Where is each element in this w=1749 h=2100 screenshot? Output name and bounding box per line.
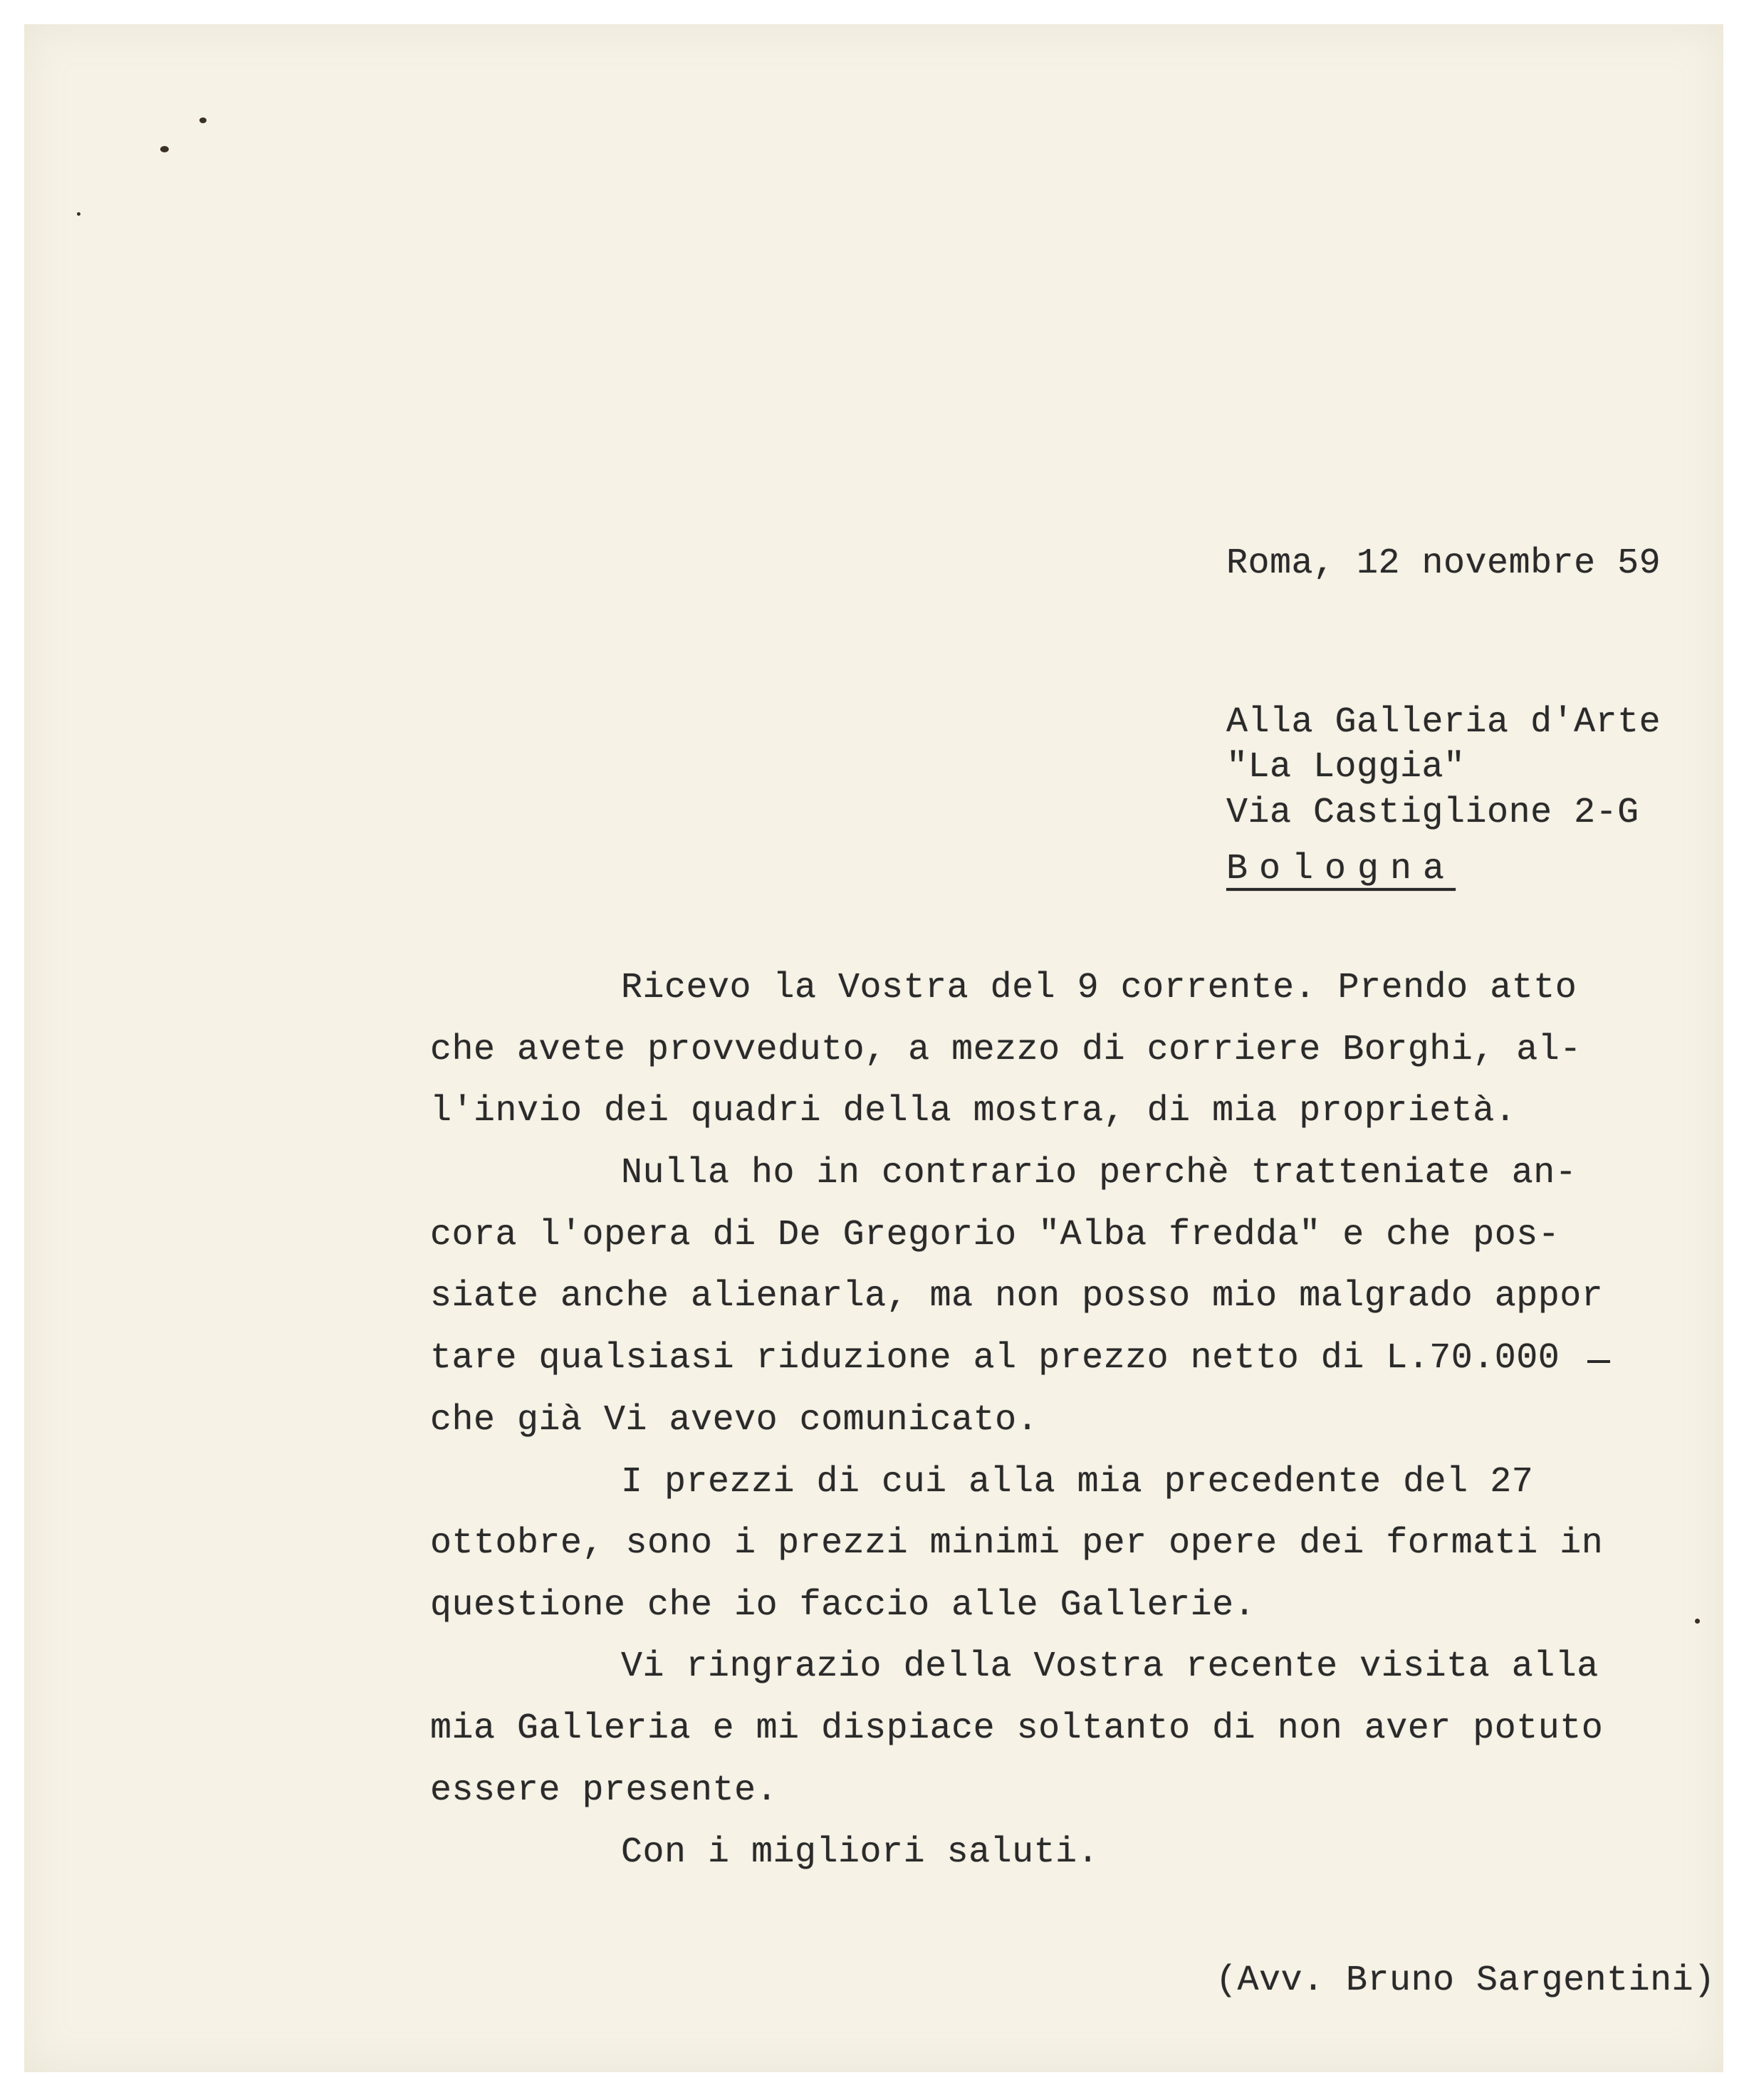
body-line: siate anche alienarla, ma non posso mio malgrado appor (430, 1276, 1604, 1317)
typed-underline-mark (1587, 1360, 1610, 1363)
body-line: I prezzi di cui alla mia precedente del 27 (621, 1462, 1534, 1503)
body-line: che già Vi avevo comunicato. (430, 1400, 1039, 1441)
recipient-city: Bologna (1226, 849, 1456, 889)
body-line: che avete provveduto, a mezzo di corriere Borghi, al- (430, 1030, 1582, 1070)
recipient-line-2: "La Loggia" (1226, 747, 1466, 788)
paper-speck (199, 117, 207, 123)
body-line: essere presente. (430, 1770, 778, 1811)
body-line: ottobre, sono i prezzi minimi per opere dei formati in (430, 1523, 1604, 1564)
paper-speck (77, 212, 80, 216)
recipient-line-3: Via Castiglione 2-G (1226, 793, 1639, 833)
body-line: cora l'opera di De Gregorio "Alba fredda" e che pos- (430, 1215, 1560, 1255)
body-line: Nulla ho in contrario perchè tratteniate an- (621, 1153, 1577, 1193)
body-line: l'invio dei quadri della mostra, di mia proprietà. (430, 1091, 1517, 1132)
signature: (Avv. Bruno Sargentini) (1216, 1960, 1716, 2001)
body-line: Ricevo la Vostra del 9 corrente. Prendo atto (621, 968, 1577, 1008)
recipient-line-1: Alla Galleria d'Arte (1226, 702, 1661, 743)
letter-date: Roma, 12 novembre 59 (1226, 543, 1661, 584)
body-line: mia Galleria e mi dispiace soltanto di non aver potuto (430, 1708, 1604, 1749)
body-line: Con i migliori saluti. (621, 1832, 1100, 1873)
body-line: questione che io faccio alle Gallerie. (430, 1585, 1256, 1626)
body-line: tare qualsiasi riduzione al prezzo netto di L.70.000 (430, 1338, 1560, 1379)
paper-speck (1695, 1619, 1700, 1624)
body-line: Vi ringrazio della Vostra recente visita alla (621, 1646, 1599, 1687)
paper-speck (160, 146, 169, 152)
